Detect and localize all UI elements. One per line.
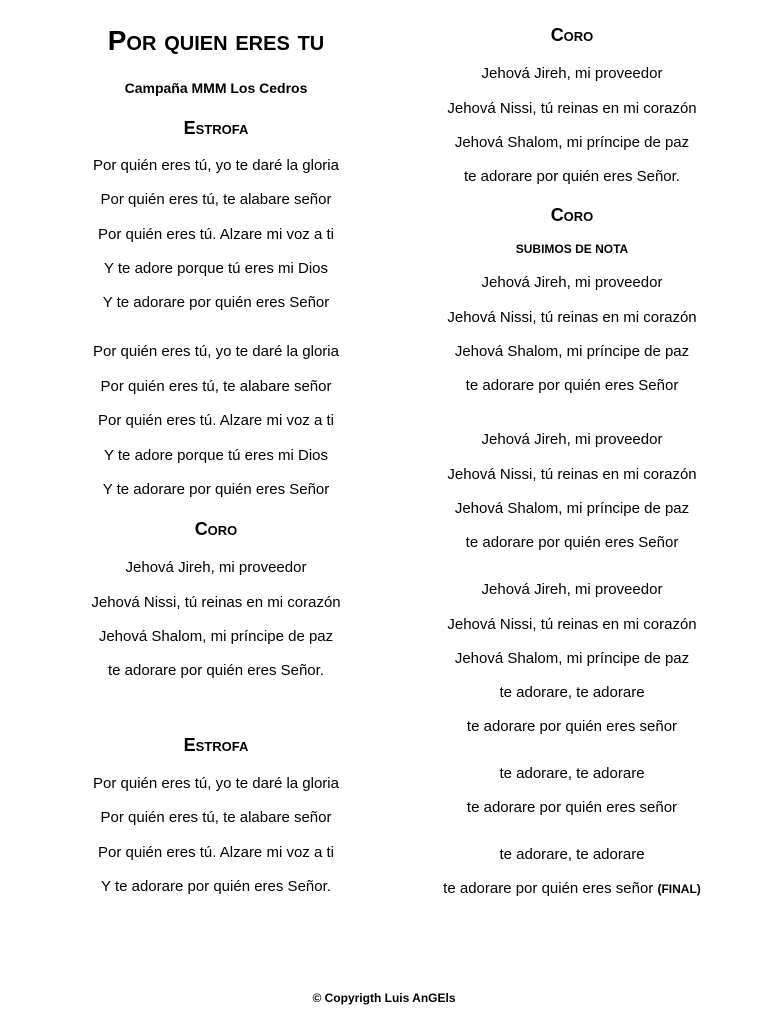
lyric-line: Por quién eres tú, te alabare señor [100,809,332,826]
lyric-line: Jehová Shalom, mi príncipe de paz [454,650,690,667]
lyric-line: te adorare por quién eres señor [466,799,678,816]
lyric-line: Por quién eres tú, te alabare señor [100,191,332,208]
heading-coro-2: Coro [550,25,594,45]
copyright-footer: © Copyrigth Luis AnGEls [312,991,456,1005]
lyric-line: Jehová Jireh, mi proveedor [481,431,663,448]
lyric-line: Y te adore porque tú eres mi Dios [103,260,328,277]
lyric-line: Jehová Nissi, tú reinas en mi corazón [91,594,341,611]
lyric-line: Por quién eres tú, yo te daré la gloria [93,775,339,792]
page-title: Por quien eres tu [107,25,325,56]
lyric-line-final [400,880,744,898]
final-tag: (FINAL) [657,882,701,896]
lyric-line: Jehová Shalom, mi príncipe de paz [98,628,334,645]
lyric-line: te adorare, te adorare [499,846,645,863]
final-lyric-text: te adorare por quién eres señor [443,880,654,897]
lyric-line: Por quién eres tú, yo te daré la gloria [93,157,339,174]
lyric-line: Y te adorare por quién eres Señor [102,481,330,498]
lyric-line: te adorare, te adorare [499,684,645,701]
heading-coro-3: Coro [550,205,594,225]
lyric-line: Y te adore porque tú eres mi Dios [103,447,328,464]
note-subimos-de-nota: SUBIMOS DE NOTA [515,242,629,256]
lyric-line: Por quién eres tú. Alzare mi voz a ti [98,412,334,429]
lyric-line: Jehová Shalom, mi príncipe de paz [454,134,690,151]
lyric-line: Y te adorare por quién eres Señor [102,294,330,311]
lyric-line: te adorare por quién eres Señor [465,377,679,394]
lyric-line: Jehová Jireh, mi proveedor [481,274,663,291]
heading-estrofa-1: Estrofa [183,118,249,138]
heading-coro-1: Coro [194,519,238,539]
lyric-line: Y te adorare por quién eres Señor. [101,878,331,895]
lyric-line: Por quién eres tú, yo te daré la gloria [93,343,339,360]
lyric-line: Por quién eres tú. Alzare mi voz a ti [98,844,334,861]
lyric-line: Jehová Nissi, tú reinas en mi corazón [447,309,697,326]
lyric-line: Jehová Nissi, tú reinas en mi corazón [447,616,697,633]
lyric-line: Jehová Shalom, mi príncipe de paz [454,500,690,517]
lyric-line: te adorare, te adorare [499,765,645,782]
lyric-line: Jehová Nissi, tú reinas en mi corazón [447,466,697,483]
lyric-line: Por quién eres tú, te alabare señor [100,378,332,395]
lyric-line: Jehová Jireh, mi proveedor [481,581,663,598]
page-subtitle: Campaña MMM Los Cedros [124,80,308,96]
lyric-line: te adorare por quién eres señor [466,718,678,735]
lyric-line: Jehová Shalom, mi príncipe de paz [454,343,690,360]
lyric-line: Por quién eres tú. Alzare mi voz a ti [98,226,334,243]
lyric-line: te adorare por quién eres Señor [465,534,679,551]
lyric-line: te adorare por quién eres Señor. [108,662,324,679]
lyric-line: Jehová Jireh, mi proveedor [125,559,307,576]
lyric-line: te adorare por quién eres Señor. [464,168,680,185]
lyric-line: Jehová Jireh, mi proveedor [481,65,663,82]
heading-estrofa-2: Estrofa [183,735,249,755]
lyric-line: Jehová Nissi, tú reinas en mi corazón [447,100,697,117]
